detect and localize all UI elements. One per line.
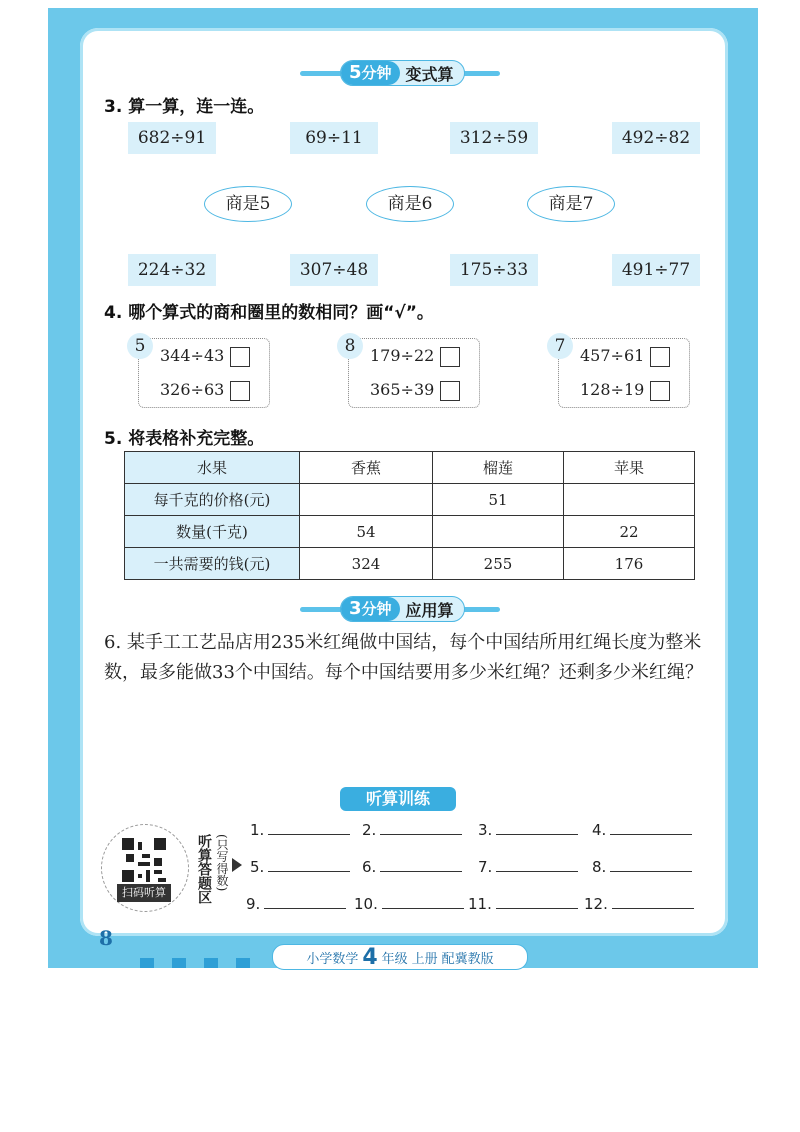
answer-blank[interactable]: [362, 857, 462, 876]
section-minutes: 5: [349, 62, 362, 83]
answer-note: (只写得数): [215, 834, 229, 892]
blank-number: 3.: [478, 821, 493, 839]
question-5-label: 5. 将表格补充完整。: [104, 429, 265, 449]
q3-bottom-expr[interactable]: 175÷33: [450, 254, 538, 286]
q3-bottom-expr[interactable]: 224÷32: [128, 254, 216, 286]
answer-blank[interactable]: [592, 820, 692, 839]
answer-blank[interactable]: [468, 894, 578, 913]
footer-edition: 配冀教版: [441, 951, 494, 967]
blank-number: 12.: [584, 895, 608, 913]
page-number: 8: [99, 926, 113, 950]
blank-number: 9.: [246, 895, 261, 913]
table-header: 苹果: [564, 452, 695, 484]
table-cell[interactable]: [433, 516, 564, 548]
table-cell: 51: [433, 484, 564, 516]
question-6-text: 6. 某手工工艺品店用235米红绳做中国结，每个中国结所用红绳长度为整米数，最多能做33个中国结。每个中国结要用多少米红绳？还剩多少米红绳？: [104, 632, 703, 683]
table-row: [125, 548, 695, 580]
table-header: 香蕉: [300, 452, 433, 484]
table-cell: 22: [564, 516, 695, 548]
answer-blank[interactable]: [246, 894, 346, 913]
qr-label: 扫码听算: [117, 884, 171, 902]
answer-blank[interactable]: [478, 820, 578, 839]
section-minutes: 3: [349, 598, 362, 619]
footer-grade: 4: [362, 944, 378, 970]
check-row: [160, 378, 250, 402]
blank-number: 5.: [250, 858, 265, 876]
fruit-table: [124, 451, 695, 580]
check-expr: 457÷61: [580, 346, 645, 365]
check-expr: 128÷19: [580, 380, 645, 399]
check-row: [160, 344, 250, 368]
question-3-label: 3. 算一算，连一连。: [104, 97, 265, 117]
check-row: [580, 378, 670, 402]
checkbox[interactable]: [230, 381, 250, 401]
row-label: 每千克的价格(元): [125, 484, 300, 516]
q3-top-expr[interactable]: 312÷59: [450, 122, 538, 154]
footer-volume: 上册: [411, 951, 438, 967]
edge-tab: [236, 958, 250, 968]
check-expr: 365÷39: [370, 380, 435, 399]
section-unit: 分钟: [361, 64, 392, 82]
check-expr: 344÷43: [160, 346, 225, 365]
blank-number: 11.: [468, 895, 492, 913]
blank-number: 7.: [478, 858, 493, 876]
target-number-circle: 7: [547, 333, 573, 359]
checkbox[interactable]: [440, 381, 460, 401]
edge-tab: [140, 958, 154, 968]
target-number-circle: 5: [127, 333, 153, 359]
qr-code-icon[interactable]: [122, 838, 166, 882]
quotient-oval[interactable]: 商是6: [366, 186, 454, 222]
answer-blank[interactable]: [584, 894, 694, 913]
quotient-oval[interactable]: 商是5: [204, 186, 292, 222]
question-4-label: 4. 哪个算式的商和圈里的数相同？画“√”。: [104, 303, 434, 323]
table-cell: 255: [433, 548, 564, 580]
q3-top-expr[interactable]: 682÷91: [128, 122, 216, 154]
answer-blank[interactable]: [362, 820, 462, 839]
check-row: [370, 378, 460, 402]
answer-blank[interactable]: [250, 820, 350, 839]
table-cell: 54: [300, 516, 433, 548]
footer-grade-unit: 年级: [381, 951, 408, 967]
edge-tab: [172, 958, 186, 968]
blank-number: 2.: [362, 821, 377, 839]
row-label: 数量(千克): [125, 516, 300, 548]
section-title: 应用算: [405, 600, 454, 620]
quotient-oval[interactable]: 商是7: [527, 186, 615, 222]
checkbox[interactable]: [230, 347, 250, 367]
table-cell: 324: [300, 548, 433, 580]
table-cell[interactable]: [564, 484, 695, 516]
table-header-row: [125, 452, 695, 484]
edge-tab: [204, 958, 218, 968]
answer-blank[interactable]: [354, 894, 464, 913]
checkbox[interactable]: [440, 347, 460, 367]
blank-number: 6.: [362, 858, 377, 876]
check-row: [580, 344, 670, 368]
table-header: 水果: [125, 452, 300, 484]
checkbox[interactable]: [650, 347, 670, 367]
q3-top-expr[interactable]: 69÷11: [290, 122, 378, 154]
check-expr: 179÷22: [370, 346, 435, 365]
check-expr: 326÷63: [160, 380, 225, 399]
section-pill-2: [340, 596, 465, 622]
answer-blank[interactable]: [478, 857, 578, 876]
table-header: 榴莲: [433, 452, 564, 484]
footer-badge: [272, 944, 528, 970]
listening-title: 听算训练: [340, 787, 456, 811]
checkbox[interactable]: [650, 381, 670, 401]
blank-number: 1.: [250, 821, 265, 839]
table-row: [125, 516, 695, 548]
section-pill-1: [340, 60, 465, 86]
answer-blank[interactable]: [250, 857, 350, 876]
blank-number: 10.: [354, 895, 378, 913]
target-number-circle: 8: [337, 333, 363, 359]
section-unit: 分钟: [361, 600, 392, 618]
blank-number: 4.: [592, 821, 607, 839]
table-cell[interactable]: [300, 484, 433, 516]
q3-bottom-expr[interactable]: 307÷48: [290, 254, 378, 286]
blank-number: 8.: [592, 858, 607, 876]
section-banner-1: [300, 60, 500, 86]
answer-area-label: 听算答题区: [196, 834, 212, 904]
table-row: [125, 484, 695, 516]
answer-blank[interactable]: [592, 857, 692, 876]
q3-bottom-expr[interactable]: 491÷77: [612, 254, 700, 286]
play-arrow-icon: [232, 858, 242, 872]
check-row: [370, 344, 460, 368]
footer-subject: 小学数学: [306, 951, 359, 967]
q3-top-expr[interactable]: 492÷82: [612, 122, 700, 154]
section-banner-2: [300, 596, 500, 622]
section-title: 变式算: [405, 64, 454, 84]
table-cell: 176: [564, 548, 695, 580]
row-label: 一共需要的钱(元): [125, 548, 300, 580]
